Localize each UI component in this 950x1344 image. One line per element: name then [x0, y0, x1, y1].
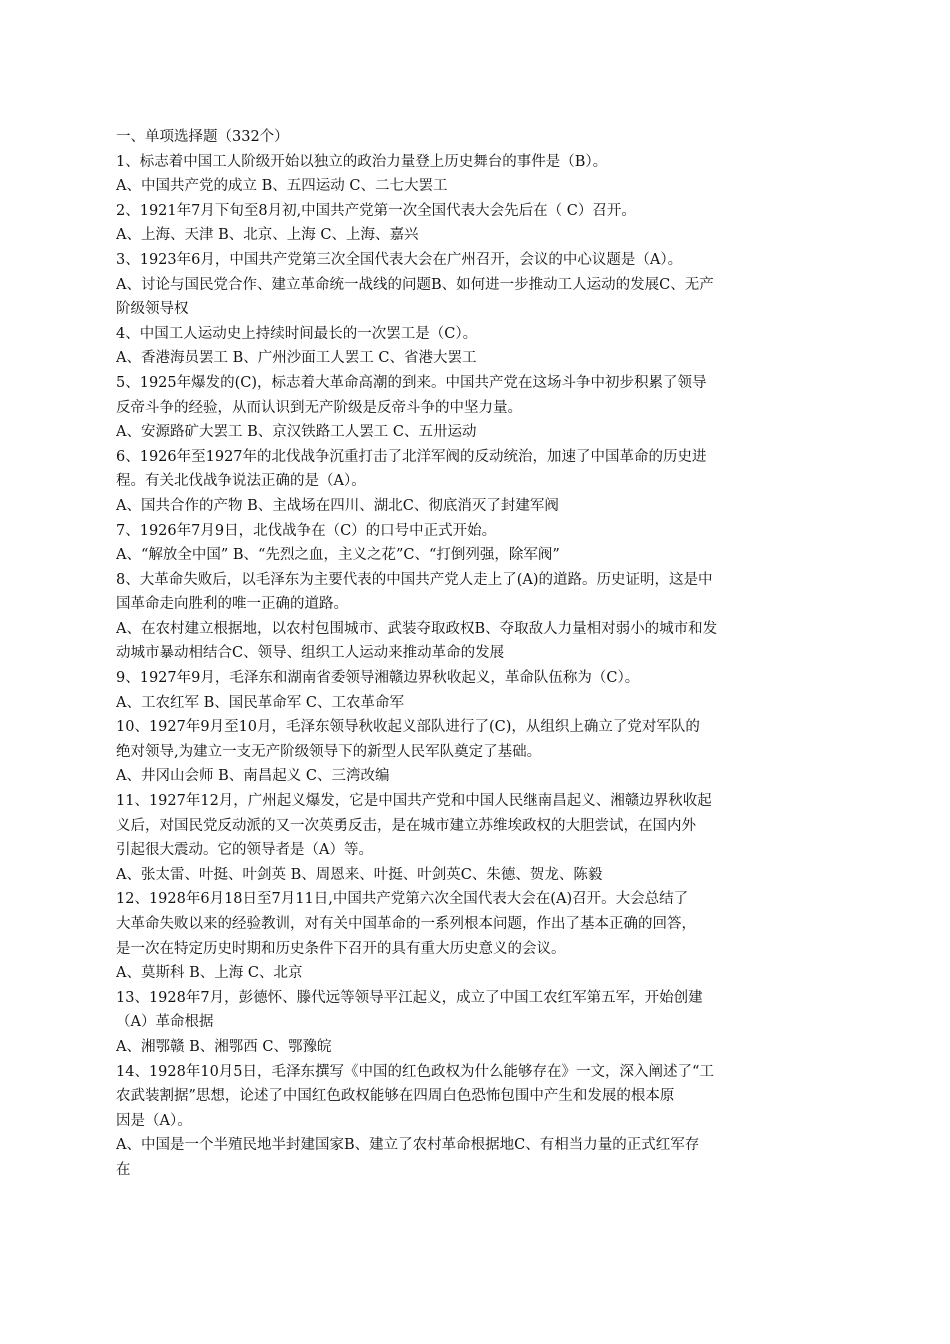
text-line: 2、1921年7月下旬至8月初,中国共产党第一次全国代表大会先后在（ C）召开。: [116, 202, 636, 219]
text-line: 在: [116, 1161, 131, 1178]
text-line: A、中国是一个半殖民地半封建国家B、建立了农村革命根据地C、有相当力量的正式红军存: [116, 1137, 700, 1154]
text-line: 11、1927年12月，广州起义爆发，它是中国共产党和中国人民继南昌起义、湘赣边界秋收起: [116, 793, 712, 810]
text-line: 因是（A）。: [116, 1112, 192, 1129]
text-line: 程。有关北伐战争说法正确的是（A）。: [116, 473, 366, 490]
text-line: A、安源路矿大罢工 B、京汉铁路工人罢工 C、五卅运动: [116, 424, 477, 441]
question-text: [116, 150, 812, 1183]
text-line: A、中国共产党的成立 B、五四运动 C、二七大罢工: [116, 178, 448, 195]
text-line: A、“解放全中国” B、“先烈之血，主义之花”C、“打倒列强，除军阀”: [116, 547, 560, 564]
text-line: 大革命失败以来的经验教训，对有关中国革命的一系列根本问题，作出了基本正确的回答，: [116, 916, 696, 932]
text-line: 10、1927年9月至10月，毛泽东领导秋收起义部队进行了(C)，从组织上确立了党对军队的: [116, 719, 700, 736]
text-line: A、工农红军 B、国民革命军 C、工农革命军: [116, 694, 404, 711]
text-line: A、香港海员罢工 B、广州沙面工人罢工 C、省港大罢工: [116, 350, 477, 367]
text-line: 阶级领导权: [116, 301, 189, 318]
text-line: 12、1928年6月18日至7月11日,中国共产党第六次全国代表大会在(A)召开。大会总结了: [116, 891, 689, 908]
document-page: [116, 125, 812, 1183]
text-line: A、湘鄂赣 B、湘鄂西 C、鄂豫皖: [116, 1038, 332, 1055]
text-line: 绝对领导,为建立一支无产阶级领导下的新型人民军队奠定了基础。: [116, 743, 542, 760]
text-line: 义后，对国民党反动派的又一次英勇反击，是在城市建立苏维埃政权的大胆尝试，在国内外: [116, 817, 696, 834]
text-line: 1、标志着中国工人阶级开始以独立的政治力量登上历史舞台的事件是（B）。: [116, 153, 608, 170]
text-line: 8、大革命失败后，以毛泽东为主要代表的中国共产党人走上了(A)的道路。历史证明，这是中: [116, 571, 713, 588]
text-line: A、在农村建立根据地，以农村包围城市、武装夺取政权B、夺取敌人力量相对弱小的城市和发: [116, 620, 718, 637]
text-line: 6、1926年至1927年的北伐战争沉重打击了北洋军阀的反动统治，加速了中国革命的历史进: [116, 448, 707, 465]
text-line: A、国共合作的产物 B、主战场在四川、湖北C、彻底消灭了封建军阀: [116, 497, 559, 514]
text-line: 4、中国工人运动史上持续时间最长的一次罢工是（C）。: [116, 325, 478, 342]
text-line: 13、1928年7月，彭德怀、滕代远等领导平江起义，成立了中国工农红军第五军，开始创建: [116, 989, 703, 1006]
text-line: A、井冈山会师 B、南昌起义 C、三湾改编: [116, 768, 390, 785]
text-line: 9、1927年9月，毛泽东和湖南省委领导湘赣边界秋收起义，革命队伍称为（C）。: [116, 670, 640, 687]
section-title: 一、单项选择题（332个）: [116, 129, 289, 145]
text-line: 3、1923年6月，中国共产党第三次全国代表大会在广州召开，会议的中心议题是（A）。: [116, 251, 683, 268]
text-line: 是一次在特定历史时期和历史条件下召开的具有重大历史意义的会议。: [116, 940, 566, 957]
text-line: 农武装割据”思想，论述了中国红色政权能够在四周白色恐怖包围中产生和发展的根本原: [116, 1088, 675, 1105]
text-line: 国革命走向胜利的唯一正确的道路。: [116, 596, 348, 613]
text-line: 引起很大震动。它的领导者是（A）等。: [116, 842, 373, 859]
text-line: （A）革命根据: [116, 1014, 214, 1031]
text-line: A、讨论与国民党合作、建立革命统一战线的问题B、如何进一步推动工人运动的发展C、无产: [116, 276, 714, 293]
text-line: A、上海、天津 B、北京、上海 C、上海、嘉兴: [116, 227, 419, 244]
text-line: 动城市暴动相结合C、领导、组织工人运动来推动革命的发展: [116, 645, 505, 662]
text-line: 14、1928年10月5日，毛泽东撰写《中国的红色政权为什么能够存在》一文，深入阐述了“工: [116, 1063, 714, 1080]
text-line: 5、1925年爆发的(C)，标志着大革命高潮的到来。中国共产党在这场斗争中初步积累了领导: [116, 374, 707, 391]
text-line: 反帝斗争的经验，从而认识到无产阶级是反帝斗争的中坚力量。: [116, 399, 522, 416]
text-line: A、莫斯科 B、上海 C、北京: [116, 965, 303, 982]
text-line: A、张太雷、叶挺、叶剑英 B、周恩来、叶挺、叶剑英C、朱德、贺龙、陈毅: [116, 866, 603, 883]
text-line: 7、1926年7月9日，北伐战争在（C）的口号中正式开始。: [116, 522, 497, 539]
